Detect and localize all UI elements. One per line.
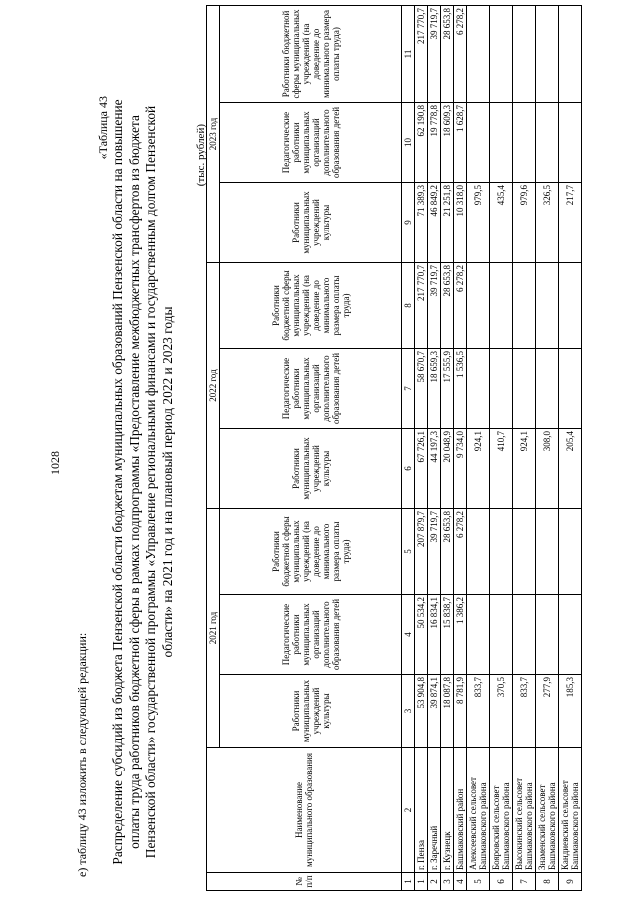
cell-value: 326,5 <box>536 183 559 263</box>
row-index: 9 <box>559 873 582 891</box>
cell-value: 435,4 <box>490 183 513 263</box>
cell-value: 15 838,7 <box>441 595 454 675</box>
table-row <box>559 6 582 891</box>
header-teachers-2022: Педагогические работники муниципальных организаций дополнительного образования детей <box>220 349 402 429</box>
col-number: 10 <box>402 103 415 183</box>
cell-value <box>513 595 536 675</box>
header-culture-2022: Работники муниципальных учреждений культуры <box>220 429 402 509</box>
cell-value <box>513 6 536 103</box>
table-row <box>428 6 441 891</box>
row-name: Высокинский сельсовет Башмаковского района <box>513 748 536 873</box>
cell-value: 833,7 <box>467 675 490 748</box>
cell-value: 39 719,7 <box>428 509 441 595</box>
cell-value <box>490 595 513 675</box>
col-number: 2 <box>402 748 415 873</box>
row-index: 2 <box>428 873 441 891</box>
cell-value: 370,5 <box>490 675 513 748</box>
row-index: 4 <box>454 873 467 891</box>
header-name: Наименование муниципального образования <box>207 748 402 873</box>
row-name: г. Заречный <box>428 748 441 873</box>
table-row <box>513 6 536 891</box>
cell-value <box>490 6 513 103</box>
cell-value: 16 834,1 <box>428 595 441 675</box>
cell-value <box>467 595 490 675</box>
cell-value: 21 251,8 <box>441 183 454 263</box>
cell-value: 46 849,2 <box>428 183 441 263</box>
header-year-2023: 2023 год <box>207 6 220 263</box>
cell-value: 44 197,3 <box>428 429 441 509</box>
col-number: 5 <box>402 509 415 595</box>
row-index: 3 <box>441 873 454 891</box>
cell-value: 18 659,3 <box>428 349 441 429</box>
cell-value: 1 628,7 <box>454 103 467 183</box>
cell-value <box>467 6 490 103</box>
header-budget-2022: Работники бюджетной сферы муниципальных учреждений (на доведение до минимального размера оплаты труда) <box>220 263 402 349</box>
table-row <box>467 6 490 891</box>
cell-value <box>490 509 513 595</box>
cell-value: 39 874,1 <box>428 675 441 748</box>
cell-value <box>490 349 513 429</box>
header-num: № п/п <box>207 873 402 891</box>
cell-value: 979,5 <box>467 183 490 263</box>
row-name: г. Пенза <box>415 748 428 873</box>
cell-value: 10 318,0 <box>454 183 467 263</box>
cell-value <box>490 263 513 349</box>
intro-text: е) таблицу 43 изложить в следующей редакции: <box>75 632 89 877</box>
row-index: 6 <box>490 873 513 891</box>
cell-value <box>559 263 582 349</box>
cell-value: 18 609,3 <box>441 103 454 183</box>
cell-value <box>559 595 582 675</box>
cell-value: 17 555,9 <box>441 349 454 429</box>
row-index: 1 <box>415 873 428 891</box>
header-budget-2021: Работники бюджетной сферы муниципальных учреждений (на доведение до минимального размера оплаты труда) <box>220 509 402 595</box>
cell-value <box>559 6 582 103</box>
table-number: «Таблица 43 <box>96 96 110 160</box>
col-number: 11 <box>402 6 415 103</box>
header-teachers-2021: Педагогические работники муниципальных организаций дополнительного образования детей <box>220 595 402 675</box>
cell-value: 924,1 <box>513 429 536 509</box>
cell-value: 28 653,8 <box>441 509 454 595</box>
cell-value <box>467 263 490 349</box>
row-index: 8 <box>536 873 559 891</box>
row-name: г. Кузнецк <box>441 748 454 873</box>
cell-value <box>536 6 559 103</box>
cell-value: 28 653,8 <box>441 263 454 349</box>
table-row <box>490 6 513 891</box>
row-name: Знаменский сельсовет Башмаковского района <box>536 748 559 873</box>
cell-value: 308,0 <box>536 429 559 509</box>
cell-value: 62 190,8 <box>415 103 428 183</box>
cell-value <box>536 103 559 183</box>
cell-value: 58 670,7 <box>415 349 428 429</box>
subsidy-table <box>206 5 582 891</box>
cell-value: 979,6 <box>513 183 536 263</box>
cell-value <box>536 263 559 349</box>
cell-value: 410,7 <box>490 429 513 509</box>
cell-value: 924,1 <box>467 429 490 509</box>
cell-value <box>513 509 536 595</box>
cell-value <box>467 509 490 595</box>
cell-value: 185,3 <box>559 675 582 748</box>
header-culture-2021: Работники муниципальных учреждений культуры <box>220 675 402 748</box>
cell-value: 207 879,7 <box>415 509 428 595</box>
cell-value: 277,9 <box>536 675 559 748</box>
cell-value: 39 719,7 <box>428 263 441 349</box>
row-index: 5 <box>467 873 490 891</box>
header-year-2022: 2022 год <box>207 263 220 509</box>
cell-value <box>467 103 490 183</box>
col-number: 9 <box>402 183 415 263</box>
col-number: 7 <box>402 349 415 429</box>
cell-value <box>513 103 536 183</box>
cell-value <box>536 595 559 675</box>
row-index: 7 <box>513 873 536 891</box>
cell-value: 39 719,7 <box>428 6 441 103</box>
column-number-row <box>402 6 415 891</box>
row-name: Башмаковский район <box>454 748 467 873</box>
cell-value: 1 536,5 <box>454 349 467 429</box>
cell-value: 6 278,2 <box>454 6 467 103</box>
cell-value: 71 389,3 <box>415 183 428 263</box>
cell-value: 8 781,9 <box>454 675 467 748</box>
col-number: 3 <box>402 675 415 748</box>
col-number: 8 <box>402 263 415 349</box>
page-title: Распределение субсидий из бюджета Пензенской области бюджетам муниципальных образований Пензенской области на повышение оплаты труда работников бюджетной сферы в рамках подпрограммы «Предоставление межбюджетных трансфертов из бюджета Пензенской области» государственной программы «Управление региональными финансами и государственным долгом Пензенской области» на 2021 год и на плановый период 2022 и 2023 годы <box>110 99 175 865</box>
cell-value: 67 726,1 <box>415 429 428 509</box>
cell-value: 833,7 <box>513 675 536 748</box>
cell-value: 19 778,8 <box>428 103 441 183</box>
cell-value: 18 087,8 <box>441 675 454 748</box>
table-row <box>415 6 428 891</box>
header-budget-2023: Работники бюджетной сферы муниципальных учреждений (на доведение до минимального размера оплаты труда) <box>220 6 402 103</box>
cell-value: 9 734,0 <box>454 429 467 509</box>
col-number: 6 <box>402 429 415 509</box>
cell-value <box>536 509 559 595</box>
cell-value: 217 770,7 <box>415 263 428 349</box>
cell-value: 28 653,8 <box>441 6 454 103</box>
cell-value: 6 278,2 <box>454 509 467 595</box>
cell-value <box>559 349 582 429</box>
col-number: 4 <box>402 595 415 675</box>
cell-value: 6 278,2 <box>454 263 467 349</box>
cell-value: 205,4 <box>559 429 582 509</box>
col-number: 1 <box>402 873 415 891</box>
cell-value <box>559 103 582 183</box>
table-row <box>536 6 559 891</box>
row-name: Алексеевский сельсовет Башмаковского района <box>467 748 490 873</box>
cell-value <box>513 263 536 349</box>
page-number: 1028 <box>48 451 62 475</box>
cell-value: 217 770,7 <box>415 6 428 103</box>
cell-value <box>559 509 582 595</box>
row-name: Бояровский сельсовет Башмаковского района <box>490 748 513 873</box>
cell-value: 53 904,8 <box>415 675 428 748</box>
header-teachers-2023: Педагогические работники муниципальных организаций дополнительного образования детей <box>220 103 402 183</box>
cell-value <box>513 349 536 429</box>
cell-value: 217,7 <box>559 183 582 263</box>
cell-value <box>490 103 513 183</box>
cell-value <box>536 349 559 429</box>
table-row <box>454 6 467 891</box>
units-label: (тыс. рублей) <box>195 124 207 187</box>
row-name: Кандиевский сельсовет Башмаковского района <box>559 748 582 873</box>
header-culture-2023: Работники муниципальных учреждений культуры <box>220 183 402 263</box>
header-year-2021: 2021 год <box>207 509 220 748</box>
table-row <box>441 6 454 891</box>
cell-value: 50 534,2 <box>415 595 428 675</box>
cell-value: 20 048,9 <box>441 429 454 509</box>
cell-value: 1 386,2 <box>454 595 467 675</box>
cell-value <box>467 349 490 429</box>
